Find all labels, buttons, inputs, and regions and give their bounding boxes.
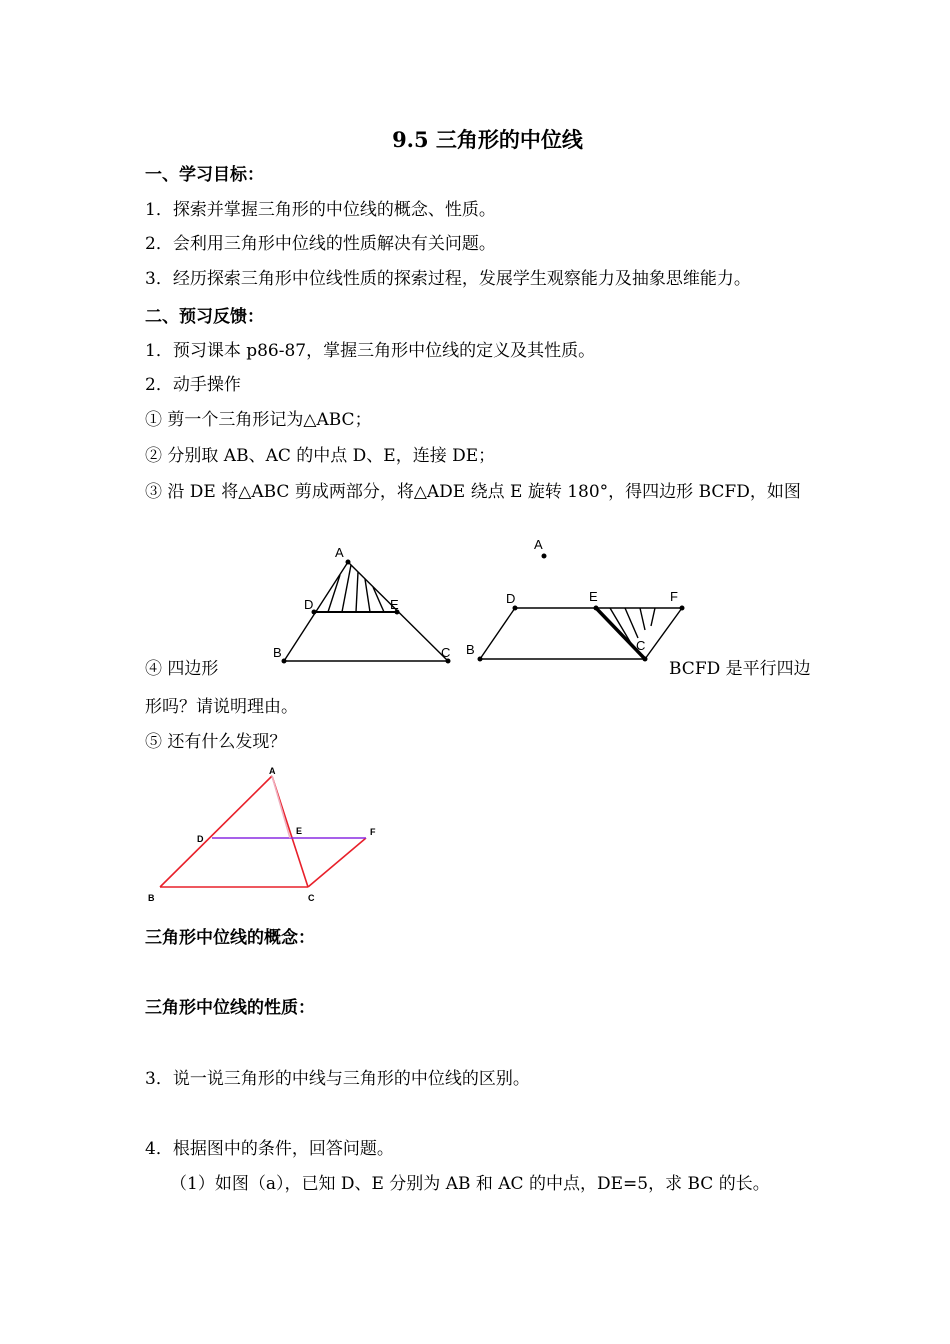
step-3: ③ 沿 DE 将△ABC 剪成两部分，将△ADE 绕点 E 旋转 180°，得四边形 BCFD，如图 <box>145 482 801 502</box>
preview-item-1: 1．预习课本 p86-87，掌握三角形中位线的定义及其性质。 <box>145 341 596 361</box>
step-4-right: BCFD 是平行四边 <box>669 659 811 679</box>
label-e: E <box>390 597 399 612</box>
question-4-part-1: （1）如图（a），已知 D、E 分别为 AB 和 AC 的中点，DE=5，求 BC 的长。 <box>170 1174 770 1194</box>
label-f: F <box>670 589 678 604</box>
label-d: D <box>304 597 314 612</box>
step-2: ② 分别取 AB、AC 的中点 D、E，连接 DE； <box>145 446 496 466</box>
step-4-continued: 形吗？请说明理由。 <box>145 697 298 717</box>
figure-triangle-abc <box>260 535 470 675</box>
figure-colored-parallelogram <box>140 760 400 910</box>
question-4: 4．根据图中的条件，回答问题。 <box>145 1139 394 1159</box>
concept-heading: 三角形中位线的概念： <box>145 928 315 948</box>
preview-item-2: 2．动手操作 <box>145 375 241 395</box>
label-a: A <box>269 766 276 776</box>
step-4-left: ④ 四边形 <box>145 659 219 679</box>
label-d: D <box>506 591 516 606</box>
property-heading: 三角形中位线的性质： <box>145 998 315 1018</box>
label-b: B <box>273 645 282 660</box>
label-c: C <box>441 645 451 660</box>
step-5: ⑤ 还有什么发现？ <box>145 732 287 752</box>
label-c: C <box>636 638 646 653</box>
step-1: ① 剪一个三角形记为△ABC； <box>145 410 372 430</box>
label-c: C <box>308 893 315 903</box>
page-title: 9.5 三角形的中位线 <box>392 127 583 152</box>
question-3: 3．说一说三角形的中线与三角形的中位线的区别。 <box>145 1069 530 1089</box>
label-b: B <box>466 642 475 657</box>
label-b: B <box>148 893 155 903</box>
label-a: A <box>335 545 344 560</box>
label-f: F <box>370 827 376 837</box>
goals-heading: 一、学习目标： <box>145 165 264 185</box>
goal-1: 1．探索并掌握三角形的中位线的概念、性质。 <box>145 200 496 220</box>
goal-2: 2．会利用三角形中位线的性质解决有关问题。 <box>145 234 496 254</box>
label-e: E <box>296 826 303 836</box>
preview-heading: 二、预习反馈： <box>145 307 264 327</box>
label-a: A <box>534 537 543 552</box>
figure-parallelogram-bcfd <box>460 530 700 670</box>
label-e: E <box>589 589 598 604</box>
label-d: D <box>197 834 204 844</box>
goal-3: 3．经历探索三角形中位线性质的探索过程，发展学生观察能力及抽象思维能力。 <box>145 269 751 289</box>
